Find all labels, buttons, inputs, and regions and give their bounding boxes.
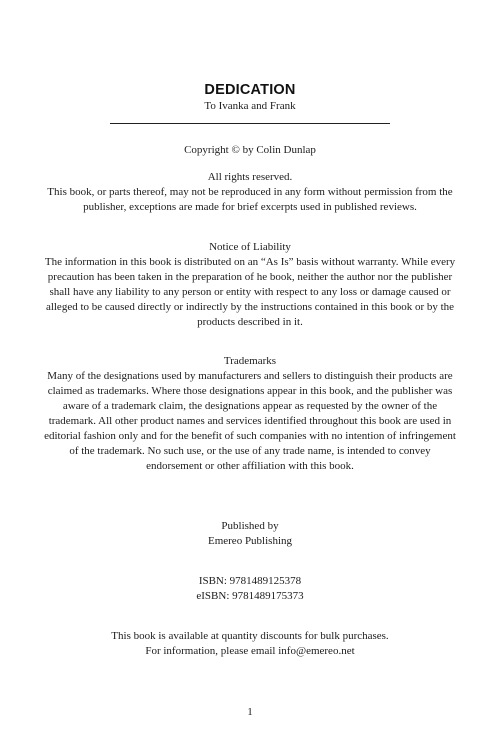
page-number: 1 xyxy=(247,706,253,718)
isbn-section xyxy=(40,574,460,604)
publisher-label: Published by xyxy=(221,520,279,532)
bulk-line-2: For information, please email info@emereo.net xyxy=(145,645,355,657)
liability-section xyxy=(40,240,460,330)
liability-body: The information in this book is distributed on an “As Is” basis without warranty. While every precaution has been taken in the preparation of he book, neither the author nor the publisher shall have any liability to any person or entity with respect to any loss or damage caused or alleged to be caused directly or indirectly by the instructions contained in this book or by the products described in it. xyxy=(44,256,456,328)
dedication-text: To Ivanka and Frank xyxy=(204,100,296,112)
trademarks-section xyxy=(40,354,460,474)
rights-title: All rights reserved. xyxy=(207,171,293,183)
rights-section xyxy=(40,170,460,215)
copyright-line: Copyright © by Colin Dunlap xyxy=(184,144,316,156)
liability-title: Notice of Liability xyxy=(209,241,291,253)
copyright-notice xyxy=(40,143,460,158)
isbn-print: ISBN: 9781489125378 xyxy=(198,575,302,587)
isbn-electronic: eISBN: 9781489175373 xyxy=(196,590,304,602)
trademarks-title: Trademarks xyxy=(223,355,277,367)
divider-rule xyxy=(110,123,390,124)
bulk-line-1: This book is available at quantity discounts for bulk purchases. xyxy=(111,630,389,642)
publisher-name: Emereo Publishing xyxy=(207,535,293,547)
bulk-purchase-section xyxy=(40,629,460,659)
publisher-section xyxy=(40,519,460,549)
rights-body: This book, or parts thereof, may not be reproduced in any form without permission from the publisher, exceptions are made for brief excerpts used in published reviews. xyxy=(47,186,453,213)
page-heading: DEDICATION xyxy=(204,82,296,98)
trademarks-body: Many of the designations used by manufacturers and sellers to distinguish their products are claimed as trademarks. Where those designations appear in this book, and the publisher was aware of a trademark claim, the designations appear as requested by the owner of the trademark. All other product names and services identified throughout this book are used in editorial fashion only and for the benefit of such companies with no intention of infringement of the trademark. No such use, or the use of any trade name, is intended to convey endorsement or other affiliation with this book. xyxy=(44,370,456,472)
